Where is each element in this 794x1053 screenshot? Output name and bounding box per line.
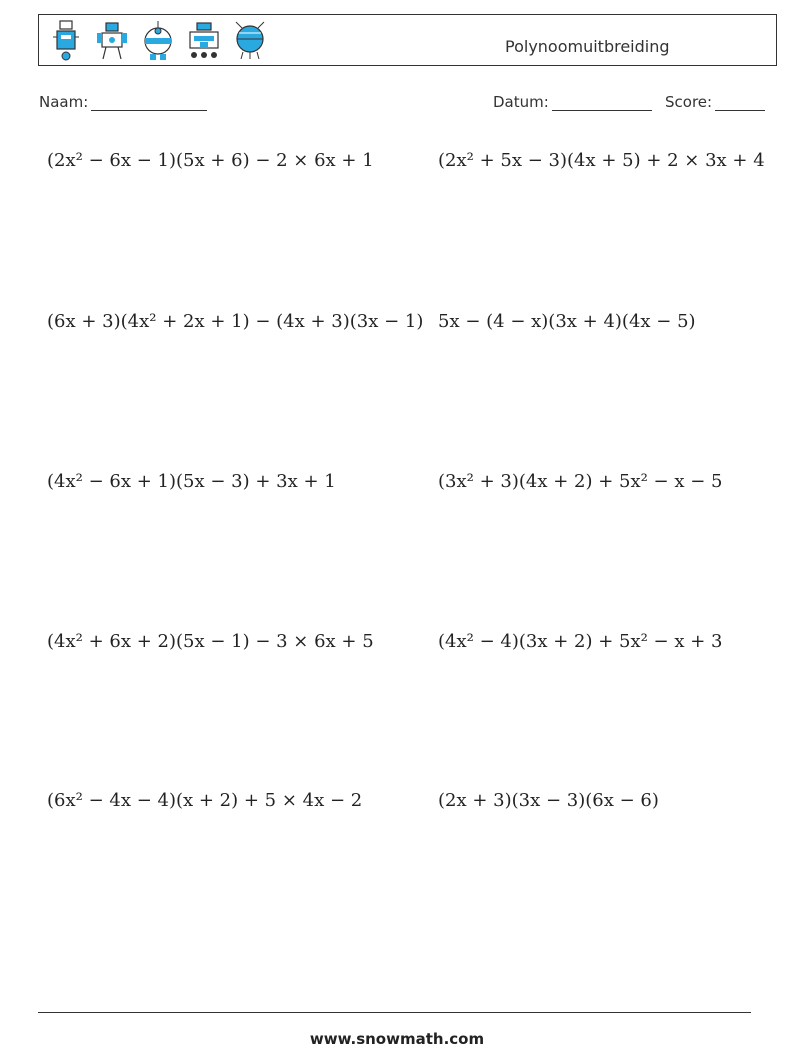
robot-icon: [185, 19, 223, 63]
robot-icon: [231, 19, 269, 63]
date-blank[interactable]: [552, 94, 652, 111]
problem-8: (4x² − 4)(3x + 2) + 5x² − x + 3: [438, 631, 723, 652]
problem-4: 5x − (4 − x)(3x + 4)(4x − 5): [438, 311, 696, 332]
score-field: [665, 93, 765, 111]
name-blank[interactable]: [91, 94, 207, 111]
robot-icons: [47, 19, 269, 63]
problem-9: (6x² − 4x − 4)(x + 2) + 5 × 4x − 2: [47, 790, 363, 811]
footer-url[interactable]: www.snowmath.com: [309, 1030, 485, 1048]
score-blank[interactable]: [715, 94, 765, 111]
name-field: [39, 93, 207, 111]
worksheet-title: Polynoomuitbreiding: [505, 37, 670, 56]
robot-icon: [93, 19, 131, 63]
robot-icon: [47, 19, 85, 63]
problem-6: (3x² + 3)(4x + 2) + 5x² − x − 5: [438, 471, 723, 492]
problem-2: (2x² + 5x − 3)(4x + 5) + 2 × 3x + 4: [438, 150, 765, 171]
footer-divider: [38, 1012, 751, 1013]
problem-1: (2x² − 6x − 1)(5x + 6) − 2 × 6x + 1: [47, 150, 374, 171]
score-label: Score:: [665, 93, 713, 111]
date-label: Datum:: [493, 93, 549, 111]
problem-7: (4x² + 6x + 2)(5x − 1) − 3 × 6x + 5: [47, 631, 374, 652]
date-field: [493, 93, 652, 111]
worksheet-header: [38, 14, 777, 66]
name-label: Naam:: [39, 93, 89, 111]
robot-icon: [139, 19, 177, 63]
problem-5: (4x² − 6x + 1)(5x − 3) + 3x + 1: [47, 471, 336, 492]
problem-3: (6x + 3)(4x² + 2x + 1) − (4x + 3)(3x − 1): [47, 311, 424, 332]
problem-10: (2x + 3)(3x − 3)(6x − 6): [438, 790, 659, 811]
